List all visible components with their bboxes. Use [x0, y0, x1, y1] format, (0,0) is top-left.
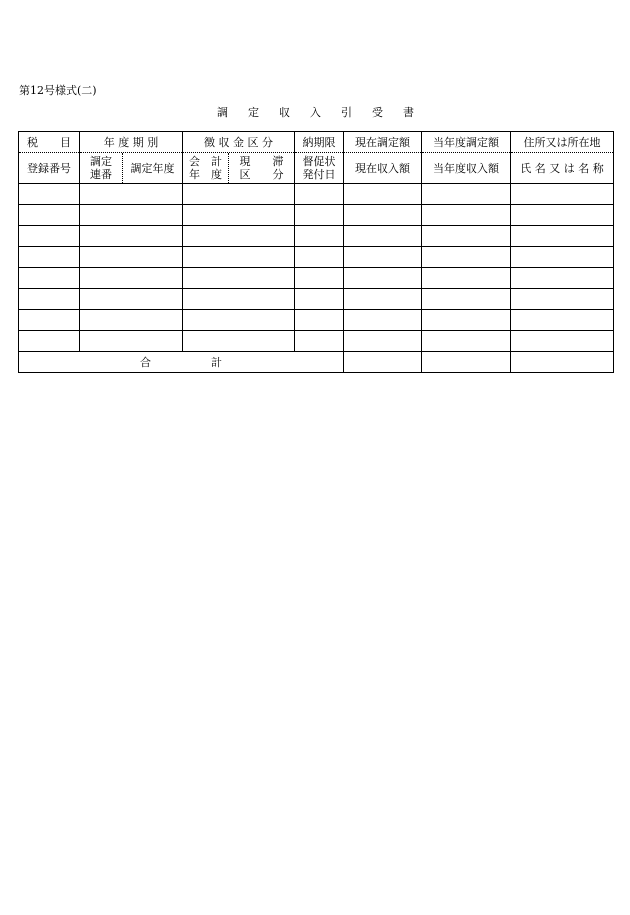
- account-year-top: 会 計: [189, 155, 222, 168]
- cell-current-year-amount[interactable]: [422, 289, 511, 310]
- cell-address-name[interactable]: [511, 226, 614, 247]
- current-delinquent-bottom: 区 分: [239, 168, 284, 181]
- cell-current-year-amount[interactable]: [422, 331, 511, 352]
- cell-current-amount[interactable]: [344, 205, 422, 226]
- current-received-header: 現在収入額: [344, 153, 422, 184]
- cell-address-name[interactable]: [511, 289, 614, 310]
- due-date-header: 納期限: [295, 132, 344, 153]
- cell-fiscal-period[interactable]: [80, 268, 183, 289]
- demand-issued-top: 督促状: [302, 155, 336, 168]
- header-row-2: [19, 153, 614, 184]
- cell-address-name[interactable]: [511, 268, 614, 289]
- demand-issued-bottom: 発付日: [302, 168, 336, 181]
- cell-collection-class[interactable]: [183, 289, 295, 310]
- cell-collection-class[interactable]: [183, 268, 295, 289]
- cell-due-date[interactable]: [295, 226, 344, 247]
- cell-address-name[interactable]: [511, 205, 614, 226]
- total-current-year-amount[interactable]: [422, 352, 511, 373]
- assessment-ledger-table: [18, 131, 614, 373]
- cell-fiscal-period[interactable]: [80, 310, 183, 331]
- form-number: 第12号様式(二): [19, 84, 97, 97]
- account-year-bottom: 年 度: [189, 168, 222, 181]
- table-row: [19, 247, 614, 268]
- cell-fiscal-period[interactable]: [80, 289, 183, 310]
- demand-issued-header: [295, 153, 344, 184]
- current-year-received-header: 当年度収入額: [422, 153, 511, 184]
- cell-current-amount[interactable]: [344, 247, 422, 268]
- cell-tax-item[interactable]: [19, 310, 80, 331]
- current-assessed-header: 現在調定額: [344, 132, 422, 153]
- cell-address-name[interactable]: [511, 247, 614, 268]
- cell-fiscal-period[interactable]: [80, 205, 183, 226]
- cell-current-year-amount[interactable]: [422, 247, 511, 268]
- table-row: [19, 331, 614, 352]
- cell-tax-item[interactable]: [19, 205, 80, 226]
- cell-fiscal-period[interactable]: [80, 247, 183, 268]
- cell-due-date[interactable]: [295, 205, 344, 226]
- table-row: [19, 184, 614, 205]
- cell-current-year-amount[interactable]: [422, 205, 511, 226]
- cell-tax-item[interactable]: [19, 226, 80, 247]
- cell-current-amount[interactable]: [344, 310, 422, 331]
- cell-current-year-amount[interactable]: [422, 226, 511, 247]
- cell-collection-class[interactable]: [183, 331, 295, 352]
- cell-tax-item[interactable]: [19, 268, 80, 289]
- assessment-serial-bottom: 連番: [90, 168, 112, 181]
- cell-due-date[interactable]: [295, 289, 344, 310]
- cell-tax-item[interactable]: [19, 247, 80, 268]
- total-current-amount[interactable]: [344, 352, 422, 373]
- collection-class-header: 徴 収 金 区 分: [183, 132, 295, 153]
- cell-fiscal-period[interactable]: [80, 184, 183, 205]
- cell-address-name[interactable]: [511, 184, 614, 205]
- assessment-year-header: 調定年度: [130, 161, 175, 175]
- cell-tax-item[interactable]: [19, 289, 80, 310]
- cell-fiscal-period[interactable]: [80, 226, 183, 247]
- cell-fiscal-period[interactable]: [80, 331, 183, 352]
- cell-tax-item[interactable]: [19, 184, 80, 205]
- cell-collection-class[interactable]: [183, 247, 295, 268]
- cell-current-amount[interactable]: [344, 184, 422, 205]
- cell-current-year-amount[interactable]: [422, 184, 511, 205]
- table-row: [19, 226, 614, 247]
- table-row: [19, 205, 614, 226]
- cell-current-amount[interactable]: [344, 268, 422, 289]
- assessment-subheader: [80, 153, 183, 184]
- tax-item-header: 税 目: [19, 132, 80, 153]
- address-header: 住所又は所在地: [511, 132, 614, 153]
- cell-current-year-amount[interactable]: [422, 310, 511, 331]
- table-row: [19, 310, 614, 331]
- cell-current-amount[interactable]: [344, 226, 422, 247]
- registration-no-header: 登録番号: [19, 153, 80, 184]
- total-row: [19, 352, 614, 373]
- cell-tax-item[interactable]: [19, 331, 80, 352]
- cell-address-name[interactable]: [511, 331, 614, 352]
- cell-due-date[interactable]: [295, 331, 344, 352]
- document-title: 調定収入引受書: [217, 106, 434, 119]
- current-delinquent-top: 現 滞: [239, 155, 284, 168]
- cell-current-year-amount[interactable]: [422, 268, 511, 289]
- cell-collection-class[interactable]: [183, 184, 295, 205]
- total-label: 合計: [19, 352, 344, 373]
- cell-collection-class[interactable]: [183, 226, 295, 247]
- assessment-serial-top: 調定: [90, 155, 112, 168]
- cell-due-date[interactable]: [295, 268, 344, 289]
- cell-collection-class[interactable]: [183, 310, 295, 331]
- cell-due-date[interactable]: [295, 310, 344, 331]
- name-header: 氏 名 又 は 名 称: [511, 153, 614, 184]
- table-row: [19, 289, 614, 310]
- cell-collection-class[interactable]: [183, 205, 295, 226]
- total-address-name[interactable]: [511, 352, 614, 373]
- table-row: [19, 268, 614, 289]
- cell-due-date[interactable]: [295, 184, 344, 205]
- account-year-header: [183, 153, 229, 183]
- current-delinquent-header: [229, 153, 294, 183]
- header-row-1: [19, 132, 614, 153]
- fiscal-period-header: 年 度 期 別: [80, 132, 183, 153]
- assessment-serial-header: [80, 153, 123, 183]
- current-year-assessed-header: 当年度調定額: [422, 132, 511, 153]
- cell-address-name[interactable]: [511, 310, 614, 331]
- collection-subheader: [183, 153, 295, 184]
- cell-current-amount[interactable]: [344, 289, 422, 310]
- cell-due-date[interactable]: [295, 247, 344, 268]
- cell-current-amount[interactable]: [344, 331, 422, 352]
